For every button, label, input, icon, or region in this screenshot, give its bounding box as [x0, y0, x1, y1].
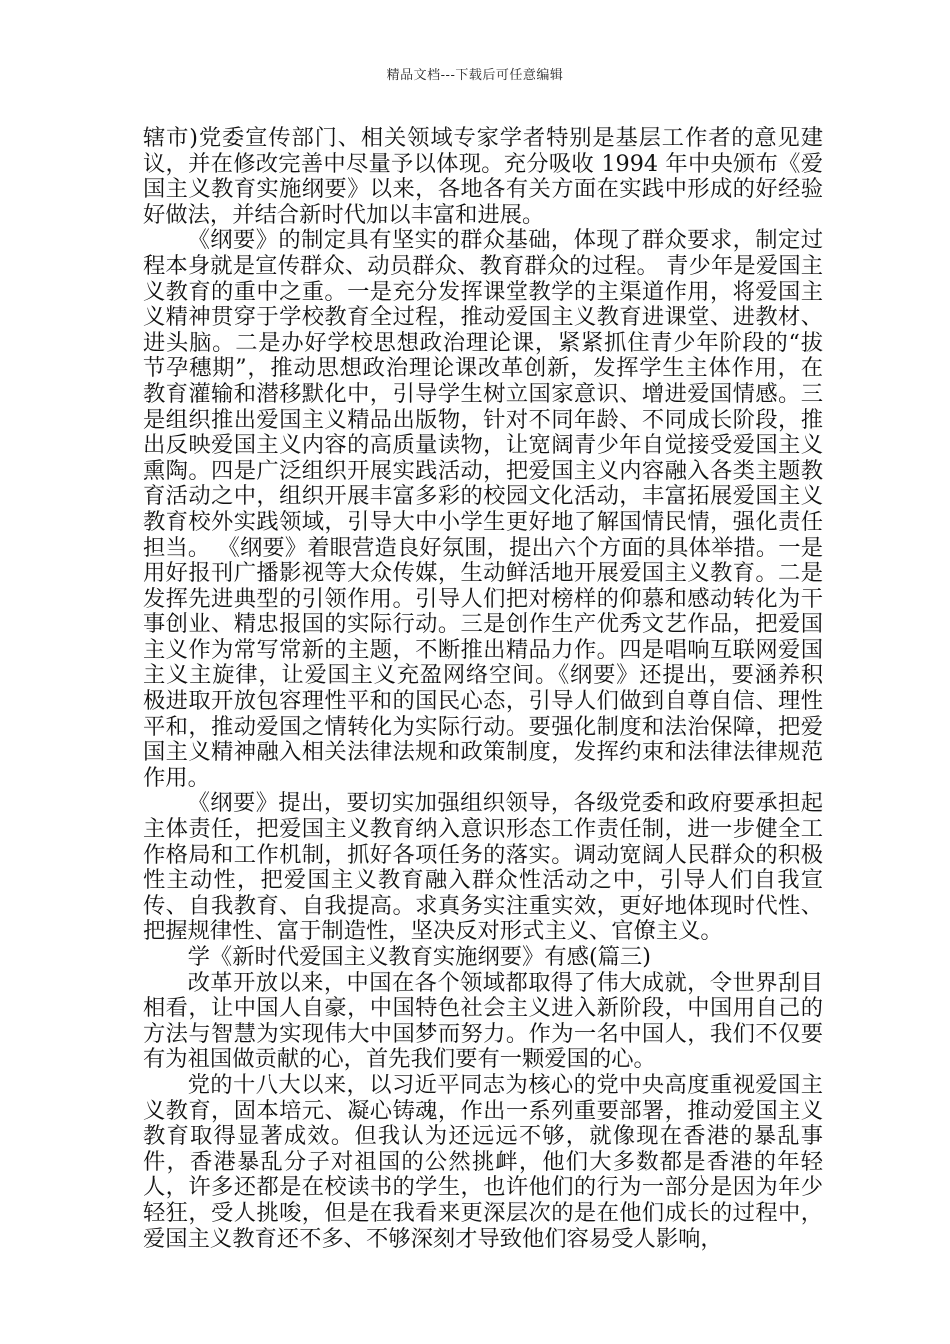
page-header: 精品文档---下载后可任意编辑 [386, 68, 564, 83]
paragraph-3: 《纲要》提出，要切实加强组织领导，各级党委和政府要承担起主体责任，把爱国主义教育纳入意识形态工作责任制，进一步健全工作格局和工作机制，抓好各项任务的落实。调动宽阔人民群众的积极性主动性，把爱国主义教育融入群众性活动之中，引导人们自我宣传、自我教育、自我提高。求真务实注重实效，更好地体现时代性、把握规律性、富于制造性，坚决反对形式主义、官僚主义。 [143, 790, 823, 945]
section-heading: 学《新时代爱国主义教育实施纲要》有感(篇三) [187, 944, 651, 970]
document-body [143, 126, 823, 1252]
paragraph-1: 辖市)党委宣传部门、相关领域专家学者特别是基层工作者的意见建议，并在修改完善中尽量予以体现。充分吸收 1994 年中央颁布《爱国主义教育实施纲要》以来，各地各有关方面在实践中形成的好经验好做法，并结合新时代加以丰富和进展。 [143, 125, 823, 228]
paragraph-4: 改革开放以来，中国在各个领域都取得了伟大成就，令世界刮目相看，让中国人自豪，中国特色社会主义进入新阶段，中国用自己的方法与智慧为实现伟大中国梦而努力。作为一名中国人，我们不仅要有为祖国做贡献的心，首先我们要有一颗爱国的心。 [143, 969, 823, 1073]
paragraph-5: 党的十八大以来，以习近平同志为核心的党中央高度重视爱国主义教育，固本培元、凝心铸魂，作出一系列重要部署，推动爱国主义教育取得显著成效。但我认为还远远不够，就像现在香港的暴乱事件，香港暴乱分子对祖国的公然挑衅，他们大多数都是香港的年轻人，许多还都是在校读书的学生，也许他们的行为一部分是因为年少轻狂，受人挑唆，但是在我看来更深层次的是在他们成长的过程中，爱国主义教育还不多、不够深刻才导致他们容易受人影响， [143, 1071, 823, 1252]
paragraph-2: 《纲要》的制定具有坚实的群众基础，体现了群众要求，制定过程本身就是宣传群众、动员群众、教育群众的过程。 青少年是爱国主义教育的重中之重。一是充分发挥课堂教学的主渠道作用，将爱国主义精神贯穿于学校教育全过程，推动爱国主义教育进课堂、进教材、进头脑。二是办好学校思想政治理论课，紧紧抓住青少年阶段的“拔节孕穗期”，推动思想政治理论课改革创新，发挥学生主体作用，在教育灌输和潜移默化中，引导学生树立国家意识、增进爱国情感。三是组织推出爱国主义精品出版物，针对不同年龄、不同成长阶段，推出反映爱国主义内容的高质量读物，让宽阔青少年自觉接受爱国主义熏陶。四是广泛组织开展实践活动，把爱国主义内容融入各类主题教育活动之中，组织开展丰富多彩的校园文化活动，丰富拓展爱国主义教育校外实践领域，引导大中小学生更好地了解国情民情，强化责任担当。 《纲要》着眼营造良好氛围，提出六个方面的具体举措。一是用好报刊广播影视等大众传媒，生动鲜活地开展爱国主义教育。二是发挥先进典型的引领作用。引导人们把对榜样的仰慕和感动转化为干事创业、精忠报国的实际行动。三是创作生产优秀文艺作品，把爱国主义作为常写常新的主题，不断推出精品力作。四是唱响互联网爱国主义主旋律，让爱国主义充盈网络空间。《纲要》还提出，要涵养积极进取开放包容理性平和的国民心态，引导人们做到自尊自信、理性平和，推动爱国之情转化为实际行动。要强化制度和法治保障，把爱国主义精神融入相关法律法规和政策制度，发挥约束和法律法律规范作用。 [143, 227, 823, 791]
